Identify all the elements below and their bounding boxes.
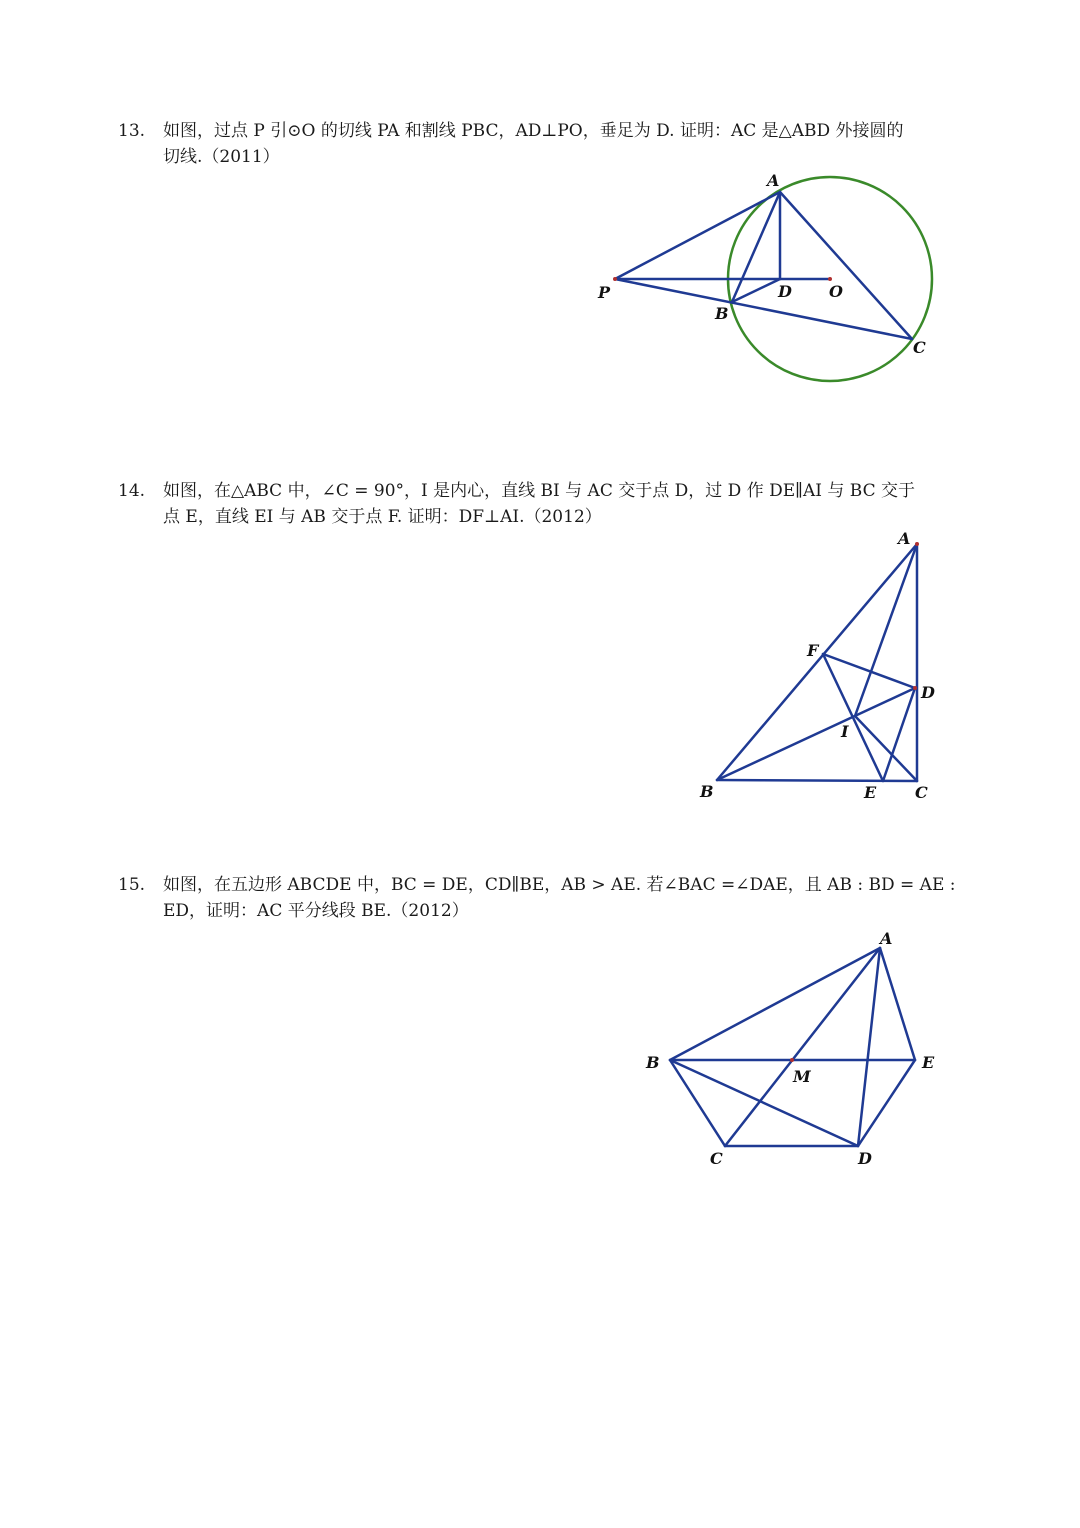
segment-ab bbox=[670, 948, 880, 1060]
problem-text-line2: 点 E，直线 EI 与 AB 交于点 F. 证明：DF⊥AI.（2012） bbox=[163, 507, 602, 527]
label-d: D bbox=[858, 1149, 872, 1168]
label-c: C bbox=[915, 783, 928, 802]
label-a: A bbox=[880, 929, 893, 948]
problem-text-line1: 如图，在△ABC 中，∠C = 90°，I 是内心，直线 BI 与 AC 交于点 D，过 D 作 DE∥AI 与 BC 交于 bbox=[163, 481, 916, 501]
problem-text-line1: 如图，过点 P 引⊙O 的切线 PA 和割线 PBC，AD⊥PO，垂足为 D. 证明：AC 是△ABD 外接圆的 bbox=[163, 121, 904, 141]
figure-13 bbox=[590, 168, 950, 398]
segment-ae bbox=[880, 948, 915, 1060]
label-i: I bbox=[841, 722, 849, 741]
figure-15 bbox=[630, 922, 960, 1172]
problem-14 bbox=[118, 478, 968, 530]
label-p: P bbox=[598, 283, 611, 302]
problem-text-line1: 如图，在五边形 ABCDE 中，BC = DE，CD∥BE，AB > AE. 若∠BAC =∠DAE，且 AB : BD = AE : bbox=[163, 875, 956, 895]
problem-number: 13. bbox=[118, 121, 146, 141]
segment-bc bbox=[717, 780, 917, 781]
segment-ab bbox=[717, 544, 917, 780]
problem-number: 14. bbox=[118, 481, 146, 501]
label-d: D bbox=[778, 282, 792, 301]
label-b: B bbox=[646, 1053, 660, 1072]
problem-15 bbox=[118, 872, 968, 924]
label-d: D bbox=[921, 683, 935, 702]
label-o: O bbox=[829, 282, 843, 301]
label-m: M bbox=[793, 1067, 811, 1086]
label-c: C bbox=[913, 338, 926, 357]
segment-bd bbox=[717, 688, 915, 780]
label-b: B bbox=[700, 782, 714, 801]
label-c: C bbox=[710, 1149, 723, 1168]
figure-14 bbox=[690, 528, 950, 808]
label-f: F bbox=[807, 641, 819, 660]
label-b: B bbox=[715, 304, 729, 323]
segment-pa bbox=[615, 192, 780, 279]
label-a: A bbox=[767, 171, 780, 190]
label-e: E bbox=[922, 1053, 935, 1072]
problem-text-line2: 切线.（2011） bbox=[163, 147, 280, 167]
problem-number: 15. bbox=[118, 875, 146, 895]
label-a: A bbox=[898, 529, 911, 548]
label-e: E bbox=[864, 783, 877, 802]
segment-ac bbox=[725, 948, 880, 1146]
problem-13 bbox=[118, 118, 968, 170]
problem-text-line2: ED，证明：AC 平分线段 BE.（2012） bbox=[163, 901, 469, 921]
